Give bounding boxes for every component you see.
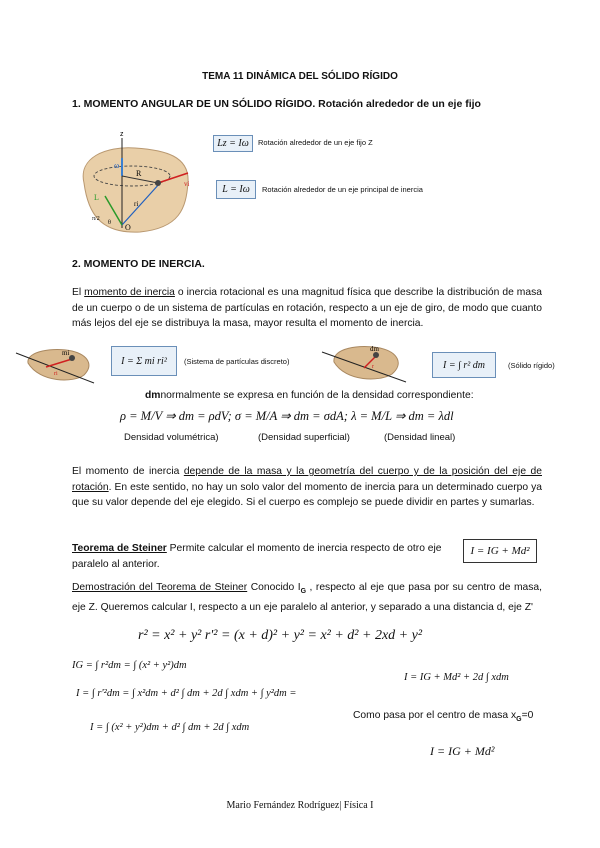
para2-pre: El momento de inercia [72, 466, 184, 477]
dependence-term: depende de la masa y la geometría del cuerpo y de la posición del eje de rotación [72, 466, 542, 493]
fig3-r-label: r [372, 364, 374, 370]
moment-of-inertia-term: momento de inercia [84, 287, 175, 298]
solid-inertia-formula: I = ∫ r² dm [432, 352, 496, 378]
demo-text-a: Conocido I [247, 582, 301, 593]
eq-I-expanded: I = ∫ r'²dm = ∫ x²dm + d² ∫ dm + 2d ∫ xdm + ∫ y²dm = [76, 688, 297, 699]
dm-bold: dm [145, 390, 161, 401]
fig2-ri-label: ri [54, 371, 58, 377]
fig1-O-label: O [125, 223, 131, 232]
final-steiner-result: I = IG + Md² [430, 744, 495, 758]
eq-IG: IG = ∫ r²dm = ∫ (x² + y²)dm [72, 660, 187, 671]
formula-L-vector: L = Iω [216, 180, 256, 199]
solid-label: (Sólido rígido) [508, 361, 555, 370]
moment-definition-paragraph [72, 285, 542, 332]
page-title: TEMA 11 DINÁMICA DEL SÓLIDO RÍGIDO [202, 71, 398, 82]
steiner-text: Permite calcular el momento de inercia respecto de otro eje paralelo al anterior. [72, 543, 442, 570]
section1-heading: 1. MOMENTO ANGULAR DE UN SÓLIDO RÍGIDO. Rotación alrededor de un eje fijo [72, 98, 481, 110]
fig1-theta-label: θ [108, 220, 111, 226]
steiner-title: Teorema de Steiner [72, 543, 167, 554]
r-equations: r² = x² + y² r'² = (x + d)² + y² = x² + d² + 2xd + y² [138, 628, 423, 643]
density-surface-label: (Densidad superficial) [258, 432, 350, 443]
density-volumetric-label: Densidad volumétrica) [124, 432, 219, 443]
fig2-mi-label: mi [62, 349, 70, 357]
discrete-inertia-formula: I = Σ mi ri² [111, 346, 177, 376]
fig1-L-label: L [94, 193, 99, 202]
steiner-paragraph [72, 541, 452, 572]
center-mass-note [353, 710, 533, 723]
dm-sentence [145, 390, 474, 401]
density-formulas: ρ = M/V ⇒ dm = ρdV; σ = M/A ⇒ dm = σdA; λ = M/L ⇒ dm = λdl [120, 409, 454, 423]
fig1-R-label: R [136, 169, 142, 178]
para1-post: o inercia rotacional es una magnitud física que describe la distribución de masa de un cuerpo o de un sistema de partículas en rotación, respecto a un eje de giro, de modo que cuanto más lejos del eje se distribuya la masa, mayor resulta el momento de inercia. [72, 287, 542, 330]
section2-heading: 2. MOMENTO DE INERCIA. [72, 258, 205, 270]
formula-L-desc: Rotación alrededor de un eje principal de inercia [262, 185, 423, 194]
fig1-vi-label: vi [184, 180, 190, 188]
rigid-body-figure [70, 128, 200, 236]
formula-Lz: Lz = Iω [213, 135, 253, 152]
eq-right: I = IG + Md² + 2d ∫ xdm [404, 672, 509, 683]
cm-sub: G [516, 716, 522, 724]
discrete-particle-figure [14, 345, 98, 385]
solid-body-figure [320, 342, 408, 384]
demo-text-b: , respecto al eje que pasa por su centro de masa, eje Z. Queremos calcular I, respecto a un eje paralelo al anterior, y separado a una distancia d, eje Z' [72, 582, 542, 613]
cm-text-a: Como pasa por el centro de masa x [353, 710, 517, 721]
dm-text: normalmente se expresa en función de la densidad correspondiente: [160, 390, 474, 401]
demo-sub: G [300, 588, 307, 596]
fig3-dm-label: dm [370, 345, 379, 353]
formula-Lz-desc: Rotación alrededor de un eje fijo Z [258, 138, 373, 147]
demonstration-paragraph [72, 580, 542, 615]
fig1-omega-label: ω [114, 161, 120, 170]
eq-I-grouped: I = ∫ (x² + y²)dm + d² ∫ dm + 2d ∫ xdm [90, 722, 250, 733]
page-footer: Mario Fernández Rodríguez| Física I [226, 800, 374, 811]
para2-post: . En este sentido, no hay un solo valor del momento de inercia para un determinado cuerpo ya que su valor depende del eje elegido. Si el cuerpo es complejo se puede dividir en partes y sumarlas. [72, 481, 542, 509]
steiner-formula-box: I = IG + Md² [463, 539, 537, 563]
density-linear-label: (Densidad lineal) [384, 432, 456, 443]
demo-title: Demostración del Teorema de Steiner [72, 582, 248, 593]
cm-text-b: =0 [521, 710, 534, 721]
discrete-label: (Sistema de partículas discreto) [184, 357, 290, 366]
para1-pre: El [72, 287, 85, 298]
fig1-ri-label: ri [134, 200, 139, 208]
fig1-pi2-label: π/2 [92, 216, 100, 222]
dependence-paragraph [72, 464, 542, 511]
fig1-z-label: z [120, 131, 124, 138]
